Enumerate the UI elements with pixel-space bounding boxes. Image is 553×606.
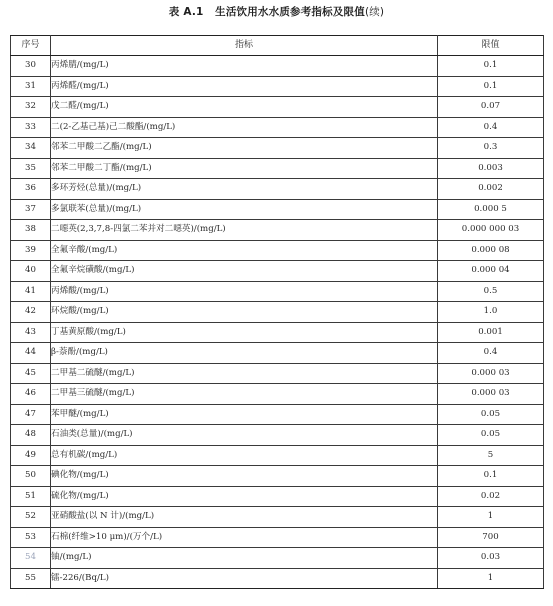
row-indicator: 丁基黄原酸/(mg/L) [51, 322, 438, 343]
row-limit: 0.4 [438, 117, 544, 138]
table-row [11, 486, 544, 507]
row-indicator: 全氟辛酸/(mg/L) [51, 240, 438, 261]
row-indicator: 邻苯二甲酸二丁酯/(mg/L) [51, 158, 438, 179]
row-number: 34 [11, 138, 51, 159]
row-number: 48 [11, 425, 51, 446]
row-limit: 0.5 [438, 281, 544, 302]
row-limit: 1.0 [438, 302, 544, 323]
row-indicator: 丙烯醛/(mg/L) [51, 76, 438, 97]
table-body [11, 56, 544, 589]
table-title-text: 生活饮用水水质参考指标及限值 [215, 6, 365, 18]
row-limit: 1 [438, 507, 544, 528]
row-indicator: 石棉(纤维>10 μm)/(万个/L) [51, 527, 438, 548]
row-limit: 0.000 04 [438, 261, 544, 282]
table-row [11, 281, 544, 302]
row-indicator: 硫化物/(mg/L) [51, 486, 438, 507]
row-limit: 0.000 03 [438, 363, 544, 384]
table-row [11, 220, 544, 241]
row-number: 31 [11, 76, 51, 97]
table-row [11, 179, 544, 200]
row-number: 52 [11, 507, 51, 528]
row-number: 32 [11, 97, 51, 118]
row-limit: 700 [438, 527, 544, 548]
row-indicator: 多环芳烃(总量)/(mg/L) [51, 179, 438, 200]
table-row [11, 548, 544, 569]
row-number: 36 [11, 179, 51, 200]
row-limit: 0.07 [438, 97, 544, 118]
header-limit: 限值 [438, 36, 544, 56]
table-row [11, 568, 544, 589]
table-row [11, 322, 544, 343]
row-indicator: 二甲基二硫醚/(mg/L) [51, 363, 438, 384]
row-number: 50 [11, 466, 51, 487]
table-row [11, 240, 544, 261]
row-indicator: 丙烯酸/(mg/L) [51, 281, 438, 302]
row-indicator: 二甲基三硫醚/(mg/L) [51, 384, 438, 405]
table-row [11, 261, 544, 282]
row-indicator: 环烷酸/(mg/L) [51, 302, 438, 323]
row-limit: 0.002 [438, 179, 544, 200]
row-limit: 0.1 [438, 56, 544, 77]
water-quality-table [10, 35, 544, 589]
row-number: 39 [11, 240, 51, 261]
table-row [11, 384, 544, 405]
table-row [11, 404, 544, 425]
row-number: 51 [11, 486, 51, 507]
row-indicator: 二(2-乙基己基)己二酸酯/(mg/L) [51, 117, 438, 138]
row-number: 45 [11, 363, 51, 384]
row-indicator: 二噁英(2,3,7,8-四氯二苯并对二噁英)/(mg/L) [51, 220, 438, 241]
row-number: 54 [11, 548, 51, 569]
table-row [11, 343, 544, 364]
table-row [11, 158, 544, 179]
row-indicator: 碘化物/(mg/L) [51, 466, 438, 487]
header-indicator: 指标 [51, 36, 438, 56]
table-row [11, 466, 544, 487]
table-title-suffix: (续) [364, 6, 385, 18]
table-row [11, 425, 544, 446]
row-number: 38 [11, 220, 51, 241]
row-number: 41 [11, 281, 51, 302]
row-number: 40 [11, 261, 51, 282]
row-number: 30 [11, 56, 51, 77]
row-indicator: 全氟辛烷磺酸/(mg/L) [51, 261, 438, 282]
row-number: 55 [11, 568, 51, 589]
table-row [11, 527, 544, 548]
table-row [11, 302, 544, 323]
table-row [11, 363, 544, 384]
row-number: 42 [11, 302, 51, 323]
row-limit: 0.000 03 [438, 384, 544, 405]
table-row [11, 138, 544, 159]
row-indicator: 多氯联苯(总量)/(mg/L) [51, 199, 438, 220]
row-indicator: 石油类(总量)/(mg/L) [51, 425, 438, 446]
table-title-label: 表 A.1 [168, 6, 204, 18]
row-number: 33 [11, 117, 51, 138]
row-indicator: 苯甲醚/(mg/L) [51, 404, 438, 425]
row-limit: 0.4 [438, 343, 544, 364]
row-limit: 5 [438, 445, 544, 466]
row-indicator: β-萘酚/(mg/L) [51, 343, 438, 364]
header-row [11, 36, 544, 56]
row-limit: 0.000 08 [438, 240, 544, 261]
row-limit: 0.03 [438, 548, 544, 569]
row-limit: 0.1 [438, 466, 544, 487]
row-number: 35 [11, 158, 51, 179]
table-row [11, 76, 544, 97]
row-indicator: 丙烯腈/(mg/L) [51, 56, 438, 77]
row-number: 44 [11, 343, 51, 364]
row-limit: 0.001 [438, 322, 544, 343]
table-row [11, 507, 544, 528]
row-number: 43 [11, 322, 51, 343]
table-row [11, 117, 544, 138]
row-number: 46 [11, 384, 51, 405]
row-limit: 1 [438, 568, 544, 589]
header-no: 序号 [11, 36, 51, 56]
row-limit: 0.05 [438, 425, 544, 446]
table-row [11, 445, 544, 466]
table-row [11, 97, 544, 118]
row-number: 53 [11, 527, 51, 548]
row-limit: 0.1 [438, 76, 544, 97]
row-indicator: 亚硝酸盐(以 N 计)/(mg/L) [51, 507, 438, 528]
row-limit: 0.000 5 [438, 199, 544, 220]
table-title [0, 4, 553, 19]
row-indicator: 镭-226/(Bq/L) [51, 568, 438, 589]
table-row [11, 56, 544, 77]
row-indicator: 邻苯二甲酸二乙酯/(mg/L) [51, 138, 438, 159]
row-limit: 0.05 [438, 404, 544, 425]
row-number: 37 [11, 199, 51, 220]
row-number: 47 [11, 404, 51, 425]
row-indicator: 铀/(mg/L) [51, 548, 438, 569]
row-number: 49 [11, 445, 51, 466]
row-limit: 0.000 000 03 [438, 220, 544, 241]
row-limit: 0.02 [438, 486, 544, 507]
row-indicator: 戊二醛/(mg/L) [51, 97, 438, 118]
row-indicator: 总有机碳/(mg/L) [51, 445, 438, 466]
row-limit: 0.3 [438, 138, 544, 159]
row-limit: 0.003 [438, 158, 544, 179]
table-row [11, 199, 544, 220]
